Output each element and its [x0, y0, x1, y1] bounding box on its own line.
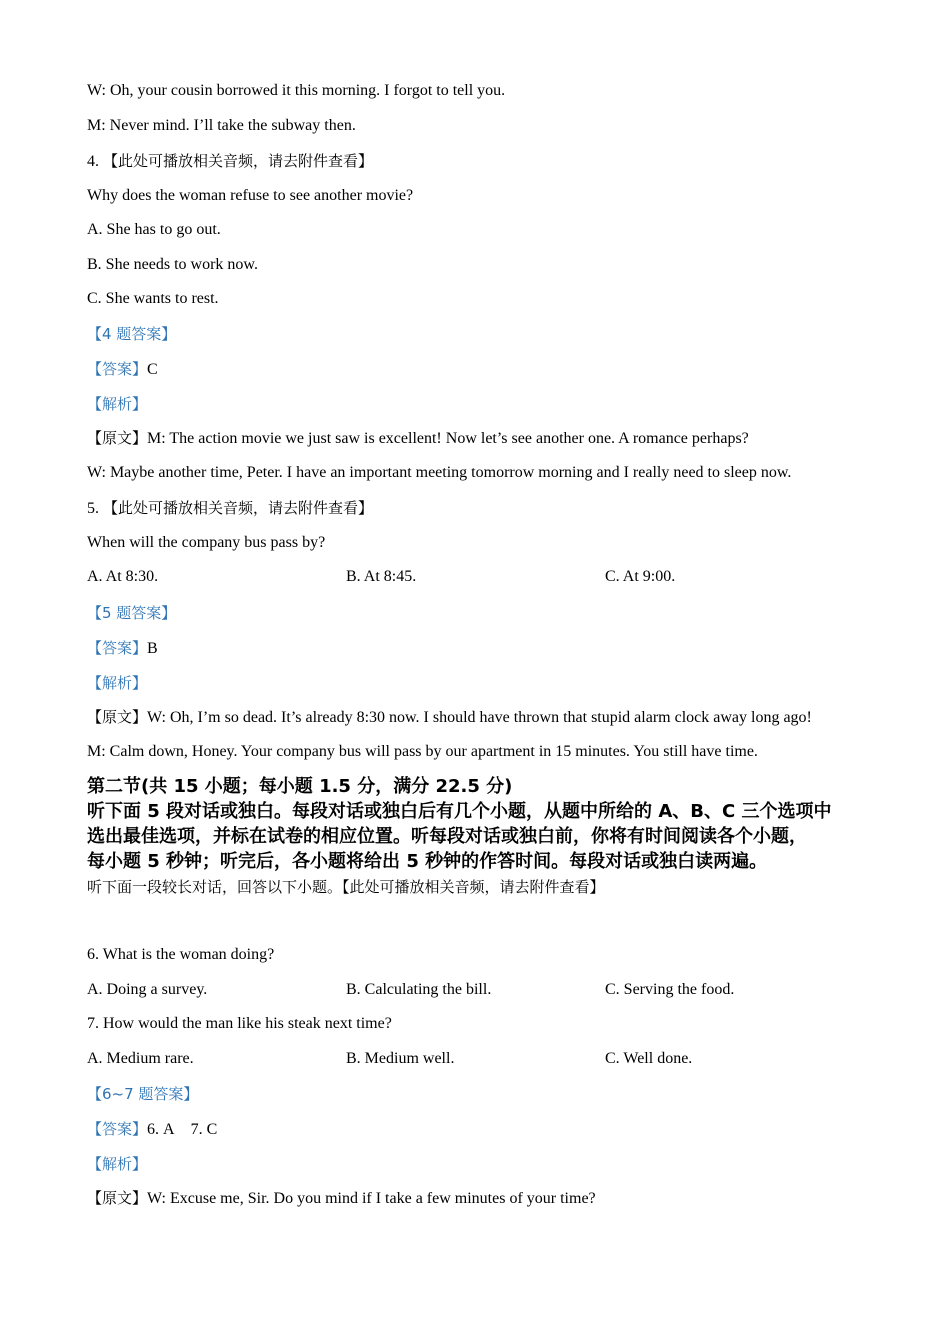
- q4-original-m: [87, 428, 749, 449]
- q3-man-line: M: Never mind. I’ll take the subway then.: [87, 117, 356, 134]
- section2-sub-instruction: 听下面一段较长对话，回答以下小题。【此处可播放相关音频，请去附件查看】: [87, 878, 605, 896]
- q7-option-c: C. Well done.: [605, 1050, 693, 1067]
- q6-7-original-w: [87, 1188, 596, 1209]
- q4-option-a: A. She has to go out.: [87, 221, 221, 238]
- section2-title: 第二节(共 15 小题；每小题 1.5 分，满分 22.5 分): [87, 776, 513, 797]
- q4-number: 4.: [87, 153, 99, 170]
- q3-woman-line: W: Oh, your cousin borrowed it this morning. I forgot to tell you.: [87, 82, 506, 99]
- q7-question: 7. How would the man like his steak next time?: [87, 1015, 392, 1032]
- q6-7-original-label: 【原文】: [87, 1189, 148, 1207]
- q5-header: [87, 498, 373, 519]
- section2-instruction-3: 每小题 5 秒钟；听完后，各小题将给出 5 秒钟的作答时间。每段对话或独白读两遍。: [87, 851, 768, 872]
- q5-option-c: C. At 9:00.: [605, 568, 676, 585]
- q5-number: 5.: [87, 500, 99, 517]
- q4-answer-heading: 【4 题答案】: [87, 325, 177, 343]
- q4-audio-note[interactable]: 【此处可播放相关音频，请去附件查看】: [103, 152, 374, 170]
- q6-option-a: A. Doing a survey.: [87, 981, 208, 998]
- q4-option-b: B. She needs to work now.: [87, 256, 258, 273]
- q6-7-answer-value: 6. A 7. C: [147, 1121, 218, 1138]
- q6-7-analysis-label: 【解析】: [87, 1155, 148, 1173]
- q5-answer: [87, 638, 158, 659]
- q4-original-label: 【原文】: [87, 429, 148, 447]
- q5-option-a: A. At 8:30.: [87, 568, 159, 585]
- q6-7-answer-heading: 【6~7 题答案】: [87, 1085, 199, 1103]
- q5-original-m: M: Calm down, Honey. Your company bus will pass by our apartment in 15 minutes. You still have time.: [87, 743, 758, 760]
- q5-analysis-label: 【解析】: [87, 674, 148, 692]
- q5-answer-heading: 【5 题答案】: [87, 604, 177, 622]
- q4-answer: [87, 359, 158, 380]
- q5-answer-label: 【答案】: [87, 639, 148, 657]
- section2-instruction-1: 听下面 5 段对话或独白。每段对话或独白后有几个小题，从题中所给的 A、B、C 三个选项中: [87, 801, 832, 822]
- q4-header: [87, 151, 373, 172]
- q4-answer-label: 【答案】: [87, 360, 148, 378]
- q5-original-label: 【原文】: [87, 708, 148, 726]
- q6-7-answer: [87, 1119, 217, 1140]
- q5-option-b: B. At 8:45.: [346, 568, 417, 585]
- q4-original-m-text: M: The action movie we just saw is excellent! Now let’s see another one. A romance perhaps?: [147, 430, 749, 447]
- q5-original-w-text: W: Oh, I’m so dead. It’s already 8:30 now. I should have thrown that stupid alarm clock away long ago!: [147, 709, 812, 726]
- q7-option-b: B. Medium well.: [346, 1050, 455, 1067]
- q6-question: 6. What is the woman doing?: [87, 946, 275, 963]
- q7-option-a: A. Medium rare.: [87, 1050, 194, 1067]
- section2-instruction-2: 选出最佳选项，并标在试卷的相应位置。听每段对话或独白前，你将有时间阅读各个小题，: [87, 826, 807, 847]
- q5-audio-note[interactable]: 【此处可播放相关音频，请去附件查看】: [103, 499, 374, 517]
- q5-question: When will the company bus pass by?: [87, 534, 326, 551]
- q4-analysis-label: 【解析】: [87, 395, 148, 413]
- q5-original-w: [87, 707, 812, 728]
- q4-answer-value: C: [147, 361, 158, 378]
- q6-option-c: C. Serving the food.: [605, 981, 735, 998]
- q6-7-original-w-text: W: Excuse me, Sir. Do you mind if I take a few minutes of your time?: [147, 1190, 596, 1207]
- q6-7-answer-label: 【答案】: [87, 1120, 148, 1138]
- q4-question: Why does the woman refuse to see another movie?: [87, 187, 414, 204]
- q4-original-w: W: Maybe another time, Peter. I have an important meeting tomorrow morning and I really need to sleep now.: [87, 464, 792, 481]
- q6-option-b: B. Calculating the bill.: [346, 981, 492, 998]
- q5-answer-value: B: [147, 640, 158, 657]
- q4-option-c: C. She wants to rest.: [87, 290, 219, 307]
